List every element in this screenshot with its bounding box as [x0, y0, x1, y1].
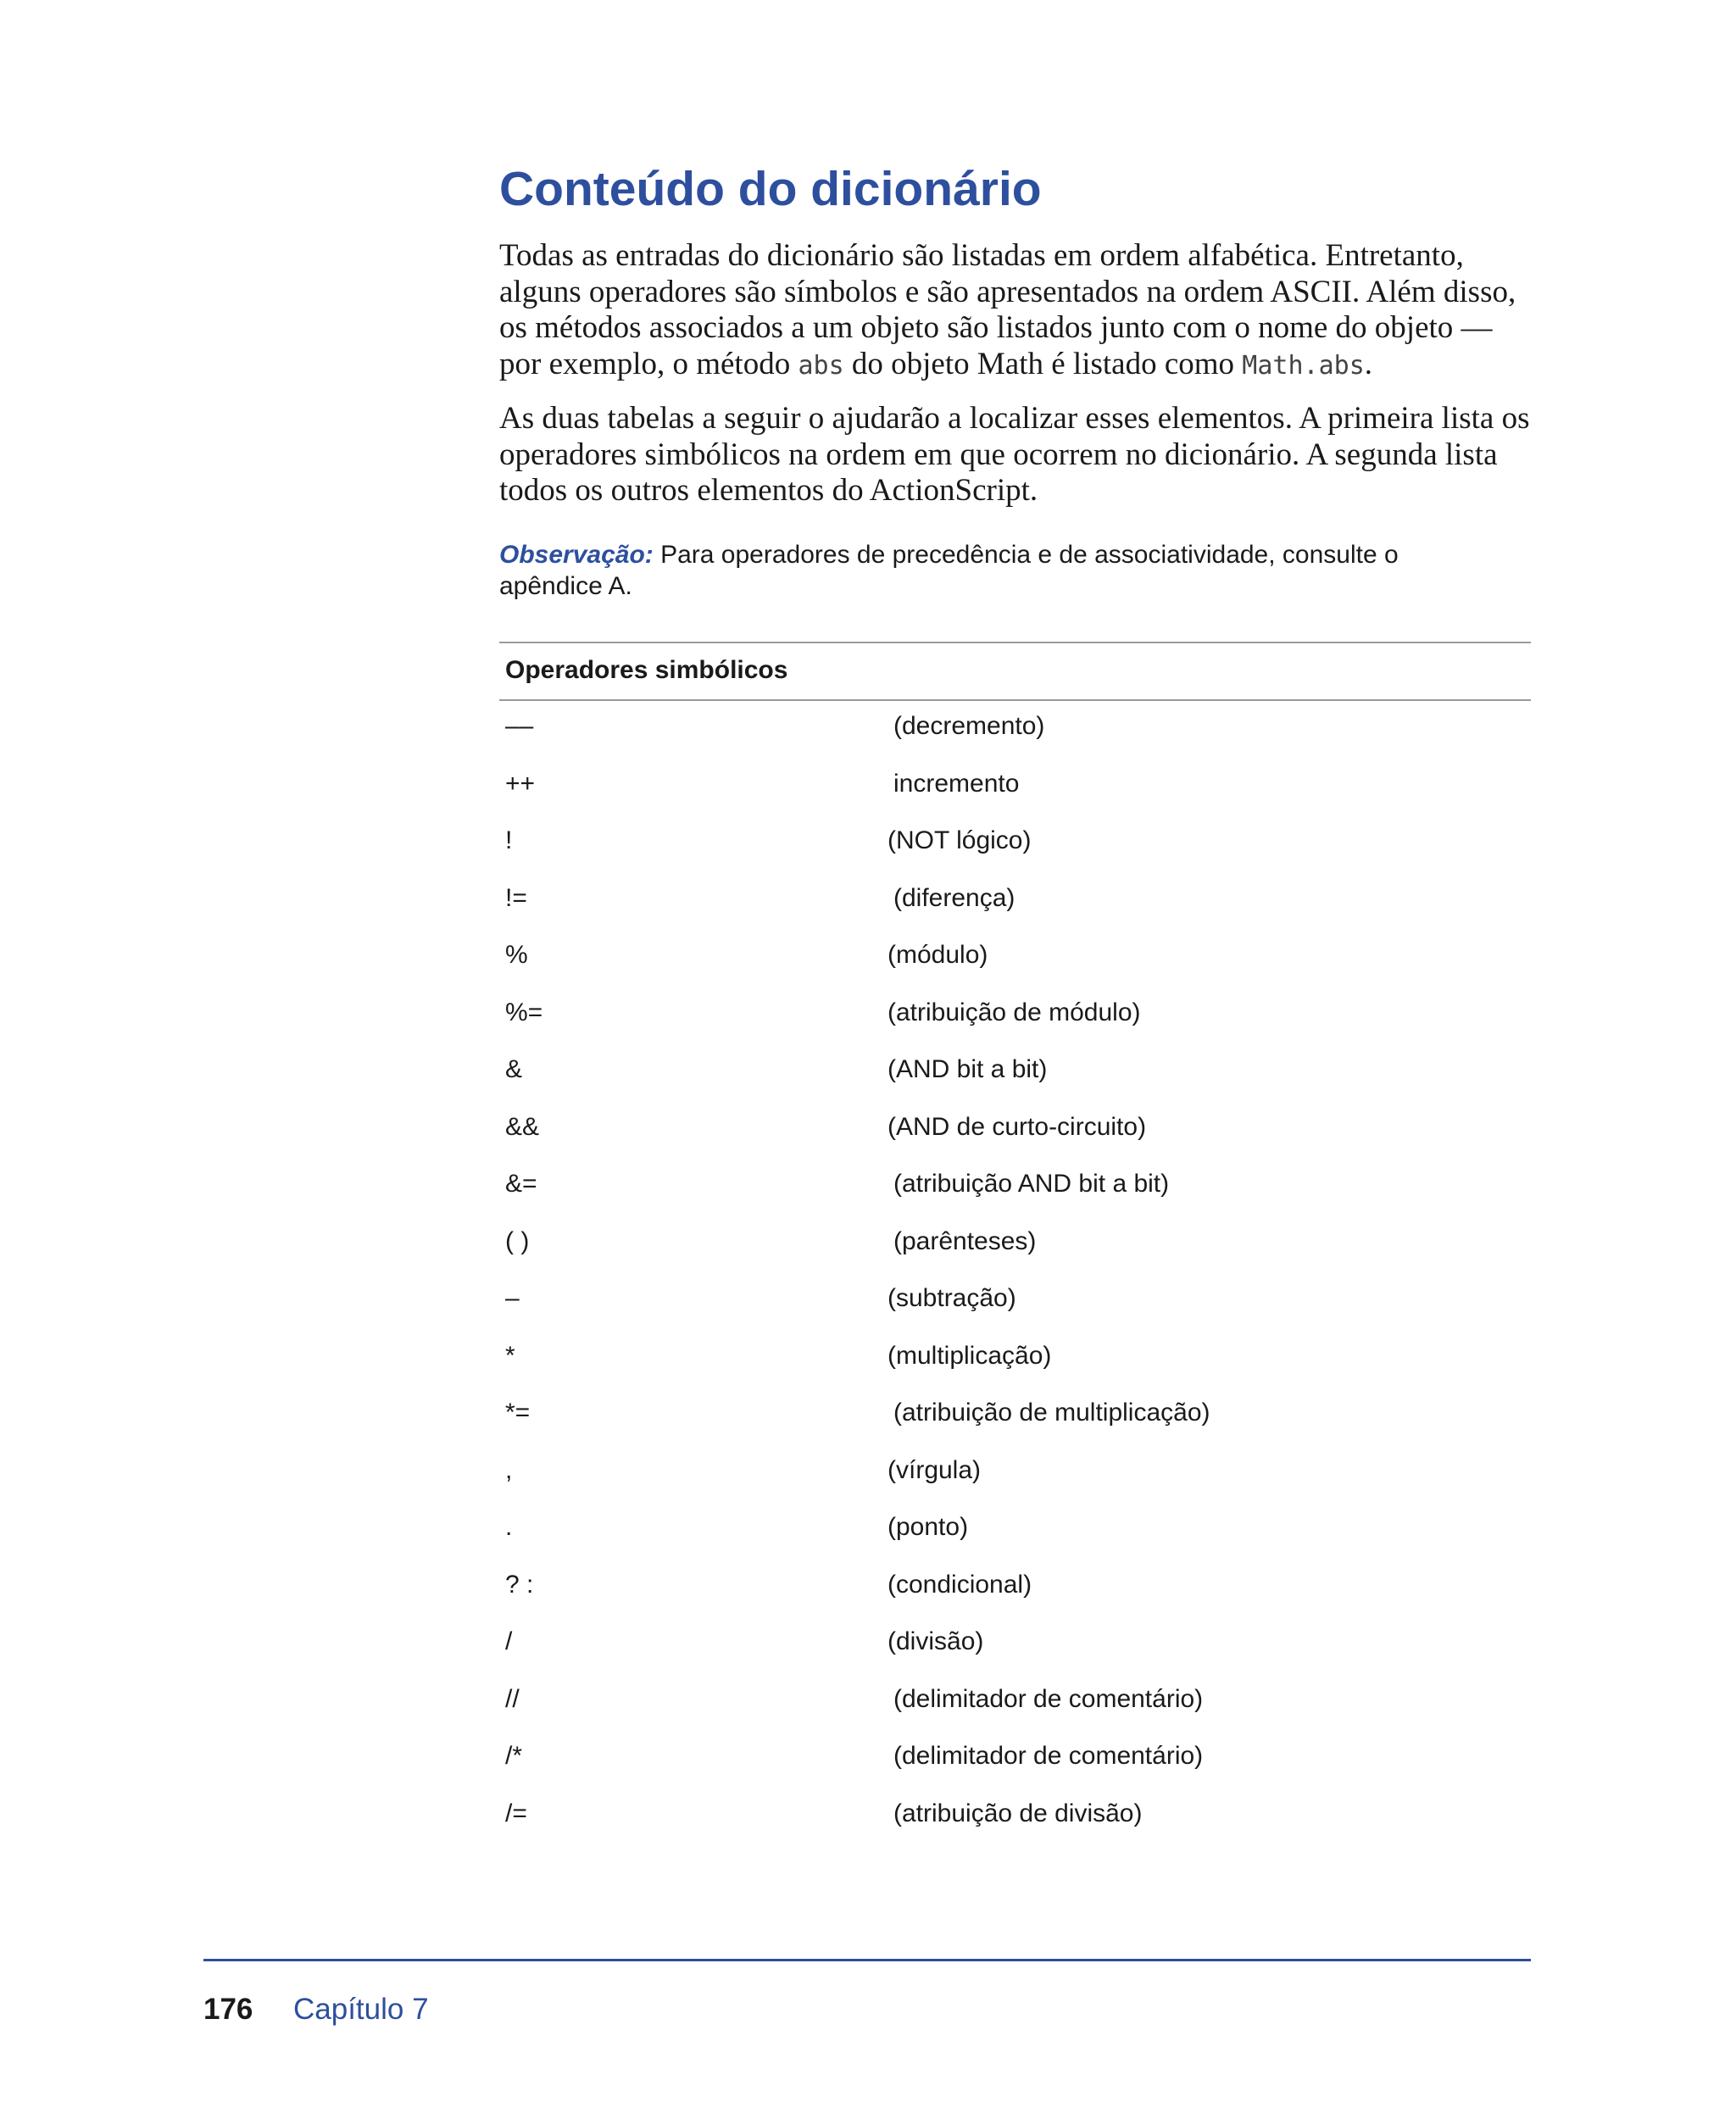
operator-symbol: /: [505, 1627, 513, 1655]
operator-description: (NOT lógico): [887, 826, 1032, 854]
operator-description: (atribuição de módulo): [887, 998, 1141, 1026]
operator-symbol: &=: [505, 1170, 537, 1198]
table-row: [499, 1223, 1531, 1281]
table-row: [499, 1738, 1531, 1795]
operator-description: (ponto): [887, 1513, 969, 1541]
note: [499, 539, 1466, 602]
intro-text-c: .: [1364, 346, 1373, 381]
table-header-rule: [499, 699, 1531, 701]
table-row: [499, 822, 1531, 880]
operator-description: (AND de curto-circuito): [887, 1112, 1147, 1141]
operator-description: (delimitador de comentário): [893, 1742, 1204, 1770]
operator-description: (atribuição AND bit a bit): [893, 1170, 1170, 1198]
operator-symbol: *: [505, 1341, 515, 1370]
operator-description: (atribuição de divisão): [893, 1799, 1143, 1827]
table-row: [499, 1452, 1531, 1510]
intro-text-a: Todas as entradas do dicionário são listadas em ordem alfabética. Entretanto, alguns operadores são símbolos e são apresentados na ordem ASCII. Além disso, os métodos associados a um objeto são listados junto com o nome do objeto — por exemplo, o método: [499, 238, 1516, 381]
operator-description: (subtração): [887, 1284, 1016, 1312]
inline-code-math-abs: Math.abs: [1242, 350, 1365, 381]
page-number: 176: [203, 1993, 253, 2026]
operators-table: [499, 708, 1531, 1852]
operator-description: (vírgula): [887, 1455, 982, 1484]
inline-code-abs: abs: [798, 350, 844, 381]
table-row: [499, 1566, 1531, 1624]
operator-symbol: ++: [505, 769, 536, 798]
operator-description: (AND bit a bit): [887, 1055, 1048, 1083]
table-row: [499, 994, 1531, 1052]
operator-description: (decremento): [893, 712, 1045, 740]
table-top-rule: [499, 642, 1531, 643]
table-row: [499, 765, 1531, 823]
operator-symbol: /=: [505, 1799, 527, 1827]
operator-description: (divisão): [887, 1627, 984, 1655]
operator-symbol: %=: [505, 998, 543, 1026]
operator-description: incremento: [893, 769, 1020, 798]
operator-symbol: ,: [505, 1455, 513, 1484]
operator-symbol: ? :: [505, 1570, 534, 1599]
footer-rule: [203, 1959, 1531, 1961]
operator-symbol: –: [505, 1284, 520, 1312]
page-title: Conteúdo do dicionário: [499, 162, 1042, 216]
operator-description: (condicional): [887, 1570, 1032, 1599]
operator-symbol: ––: [505, 712, 534, 740]
operator-symbol: !=: [505, 883, 527, 912]
table-row: [499, 1623, 1531, 1681]
operator-symbol: .: [505, 1513, 513, 1541]
operator-symbol: &&: [505, 1112, 540, 1141]
table-row: [499, 1338, 1531, 1395]
note-label: Observação:: [499, 541, 654, 569]
table-row: [499, 1280, 1531, 1338]
intro-text-b: do objeto Math é listado como: [843, 346, 1243, 381]
operator-symbol: !: [505, 826, 513, 854]
table-header: Operadores simbólicos: [505, 656, 788, 684]
operator-description: (atribuição de multiplicação): [893, 1399, 1210, 1427]
intro-paragraph: [499, 238, 1533, 384]
table-row: [499, 1165, 1531, 1223]
table-row: [499, 1051, 1531, 1109]
operator-symbol: %: [505, 941, 528, 969]
table-row: [499, 1681, 1531, 1738]
operator-symbol: ( ): [505, 1226, 530, 1255]
operator-symbol: &: [505, 1055, 523, 1083]
table-row: [499, 1109, 1531, 1166]
operator-symbol: *=: [505, 1399, 531, 1427]
table-row: [499, 880, 1531, 937]
table-row: [499, 937, 1531, 994]
table-row: [499, 708, 1531, 765]
table-row: [499, 1394, 1531, 1452]
operator-symbol: /*: [505, 1742, 523, 1770]
operator-symbol: //: [505, 1684, 520, 1713]
operator-description: (multiplicação): [887, 1341, 1052, 1370]
operator-description: (diferença): [893, 883, 1015, 912]
table-row: [499, 1795, 1531, 1853]
tables-paragraph: As duas tabelas a seguir o ajudarão a localizar esses elementos. A primeira lista os operadores simbólicos na ordem em que ocorrem no dicionário. A segunda lista todos os outros elementos do ActionScript.: [499, 401, 1530, 508]
operator-description: (módulo): [887, 941, 988, 969]
operator-description: (parênteses): [893, 1226, 1037, 1255]
table-row: [499, 1509, 1531, 1566]
chapter-label: Capítulo 7: [293, 1993, 429, 2026]
note-text: Para operadores de precedência e de associatividade, consulte o apêndice A.: [499, 541, 1399, 600]
operator-description: (delimitador de comentário): [893, 1684, 1204, 1713]
